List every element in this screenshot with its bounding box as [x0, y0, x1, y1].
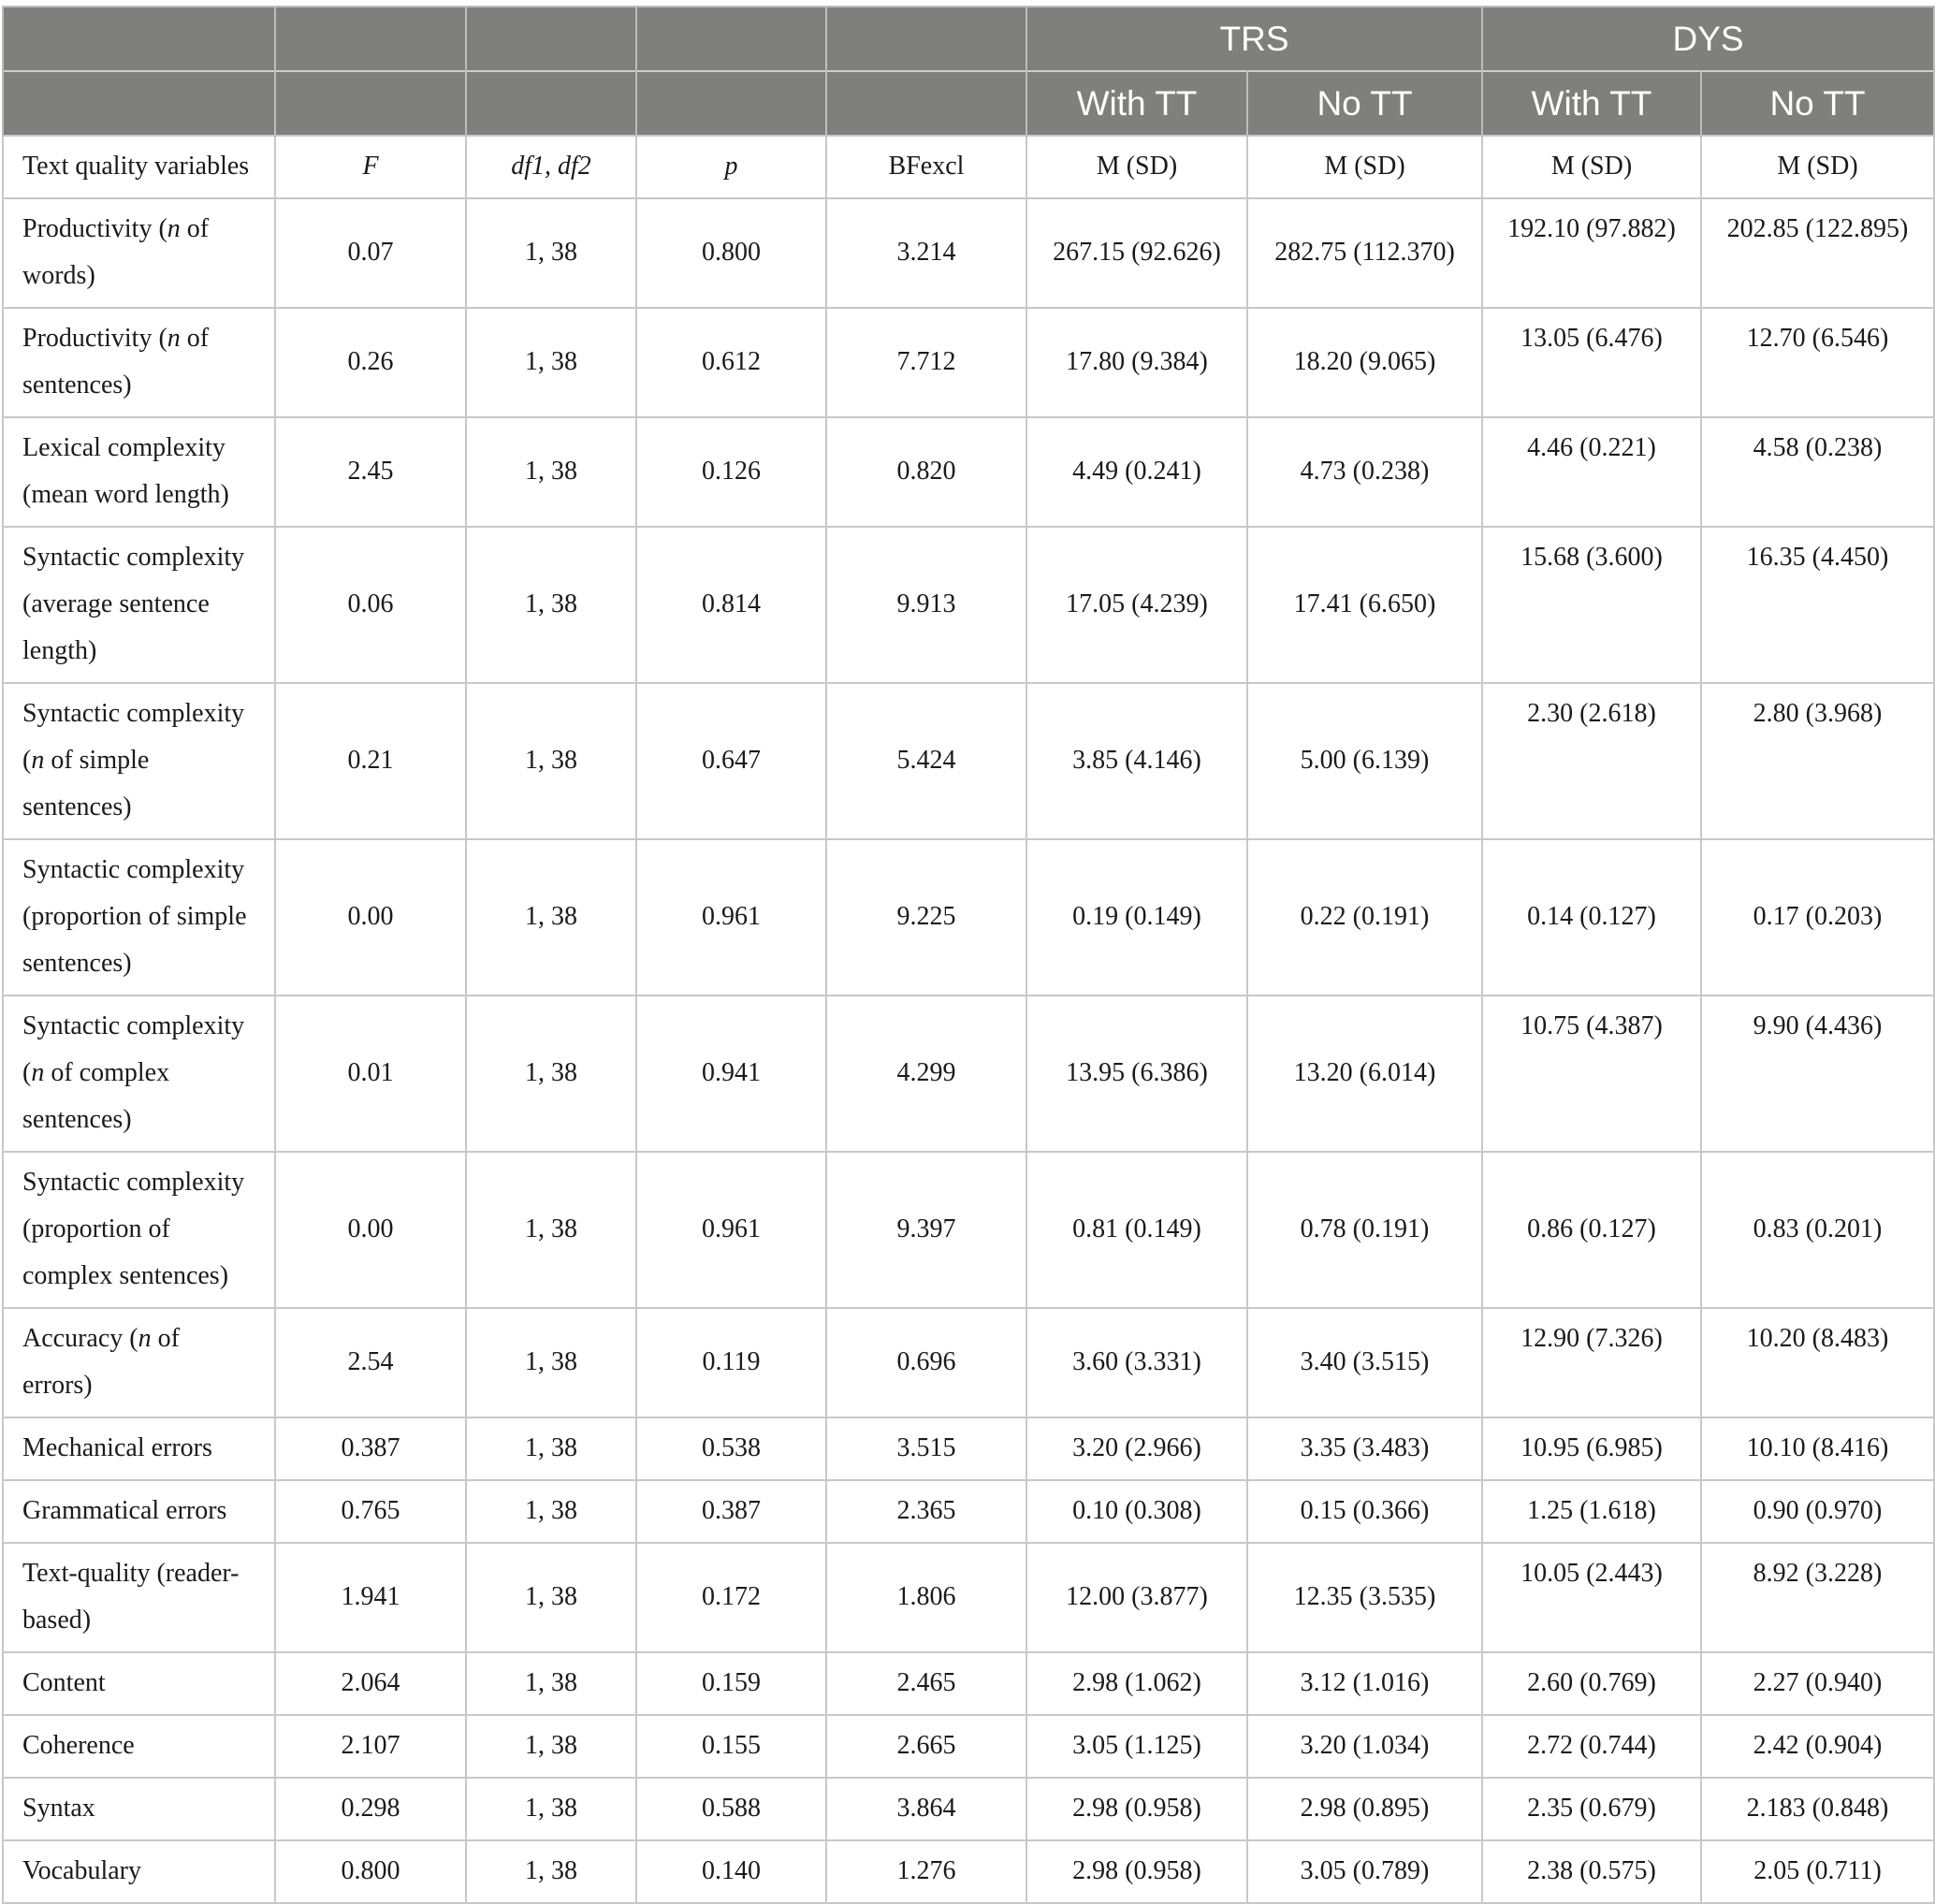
cell-dys-with: 192.10 (97.882): [1482, 198, 1701, 308]
cell-bf: 5.424: [826, 683, 1026, 839]
cell-bf: 2.365: [826, 1480, 1026, 1543]
cell-dys-with: 2.38 (0.575): [1482, 1840, 1701, 1903]
cell-p: 0.612: [636, 308, 826, 417]
table-row: [3, 683, 1934, 839]
cell-dys-with: 4.46 (0.221): [1482, 417, 1701, 527]
cell-df: 1, 38: [466, 1778, 636, 1840]
cell-df: 1, 38: [466, 417, 636, 527]
group-header-dys: DYS: [1482, 7, 1934, 71]
cell-bf: 2.665: [826, 1715, 1026, 1778]
cell-df: 1, 38: [466, 1840, 636, 1903]
table-row: [3, 1652, 1934, 1715]
cell-trs-no: 0.15 (0.366): [1247, 1480, 1482, 1543]
cell-dys-no: 16.35 (4.450): [1701, 527, 1934, 683]
cell-p: 0.800: [636, 198, 826, 308]
cell-f: 2.54: [275, 1308, 466, 1417]
cell-df: 1, 38: [466, 198, 636, 308]
cell-bf: 3.515: [826, 1417, 1026, 1480]
col-header-trs-no-msd: M (SD): [1247, 136, 1482, 198]
cell-dys-with: 10.95 (6.985): [1482, 1417, 1701, 1480]
col-header-f: F: [275, 136, 466, 198]
column-header-row: [3, 136, 1934, 198]
cell-bf: 9.225: [826, 839, 1026, 996]
cell-dys-no: 9.90 (4.436): [1701, 996, 1934, 1152]
group-header-trs: TRS: [1026, 7, 1482, 71]
cell-trs-with: 13.95 (6.386): [1026, 996, 1247, 1152]
cell-dys-no: 0.17 (0.203): [1701, 839, 1934, 996]
row-label: Syntactic complexity (n of simple sentences): [3, 683, 275, 839]
cell-dys-no: 2.42 (0.904): [1701, 1715, 1934, 1778]
cell-dys-with: 2.60 (0.769): [1482, 1652, 1701, 1715]
row-label: Syntactic complexity (proportion of simple sentences): [3, 839, 275, 996]
cell-trs-no: 17.41 (6.650): [1247, 527, 1482, 683]
cell-p: 0.941: [636, 996, 826, 1152]
cell-trs-with: 0.19 (0.149): [1026, 839, 1247, 996]
cell-p: 0.159: [636, 1652, 826, 1715]
cell-dys-with: 0.14 (0.127): [1482, 839, 1701, 996]
cell-df: 1, 38: [466, 996, 636, 1152]
cell-p: 0.126: [636, 417, 826, 527]
cell-p: 0.172: [636, 1543, 826, 1652]
cell-df: 1, 38: [466, 1417, 636, 1480]
cell-df: 1, 38: [466, 1652, 636, 1715]
cell-df: 1, 38: [466, 1308, 636, 1417]
cell-trs-with: 3.20 (2.966): [1026, 1417, 1247, 1480]
cell-dys-no: 2.80 (3.968): [1701, 683, 1934, 839]
subheader-dys-no-tt: No TT: [1701, 71, 1934, 136]
row-label: Syntax: [3, 1778, 275, 1840]
cell-trs-no: 3.05 (0.789): [1247, 1840, 1482, 1903]
subgroup-header-row: [3, 71, 1934, 136]
table-row: [3, 1778, 1934, 1840]
cell-f: 0.21: [275, 683, 466, 839]
cell-dys-with: 2.35 (0.679): [1482, 1778, 1701, 1840]
cell-p: 0.647: [636, 683, 826, 839]
cell-trs-with: 267.15 (92.626): [1026, 198, 1247, 308]
cell-p: 0.961: [636, 839, 826, 996]
table-row: [3, 1840, 1934, 1903]
col-header-bf: BFexcl: [826, 136, 1026, 198]
col-header-dys-with-msd: M (SD): [1482, 136, 1701, 198]
cell-f: 1.941: [275, 1543, 466, 1652]
cell-trs-with: 3.05 (1.125): [1026, 1715, 1247, 1778]
cell-f: 0.765: [275, 1480, 466, 1543]
row-label: Lexical complexity (mean word length): [3, 417, 275, 527]
table-row: [3, 1715, 1934, 1778]
cell-df: 1, 38: [466, 1152, 636, 1308]
subheader-trs-no-tt: No TT: [1247, 71, 1482, 136]
cell-f: 0.298: [275, 1778, 466, 1840]
cell-trs-with: 17.05 (4.239): [1026, 527, 1247, 683]
cell-f: 0.01: [275, 996, 466, 1152]
cell-dys-no: 0.90 (0.970): [1701, 1480, 1934, 1543]
cell-f: 0.387: [275, 1417, 466, 1480]
cell-df: 1, 38: [466, 1715, 636, 1778]
table-row: [3, 1543, 1934, 1652]
table-row: [3, 1480, 1934, 1543]
cell-dys-no: 202.85 (122.895): [1701, 198, 1934, 308]
cell-df: 1, 38: [466, 1543, 636, 1652]
cell-bf: 0.696: [826, 1308, 1026, 1417]
cell-f: 0.00: [275, 839, 466, 996]
cell-bf: 3.864: [826, 1778, 1026, 1840]
cell-bf: 0.820: [826, 417, 1026, 527]
cell-bf: 9.397: [826, 1152, 1026, 1308]
cell-trs-no: 0.78 (0.191): [1247, 1152, 1482, 1308]
cell-trs-no: 3.40 (3.515): [1247, 1308, 1482, 1417]
cell-bf: 3.214: [826, 198, 1026, 308]
cell-dys-with: 10.75 (4.387): [1482, 996, 1701, 1152]
cell-bf: 2.465: [826, 1652, 1026, 1715]
cell-f: 0.00: [275, 1152, 466, 1308]
table-row: [3, 308, 1934, 417]
cell-trs-with: 4.49 (0.241): [1026, 417, 1247, 527]
cell-trs-no: 3.20 (1.034): [1247, 1715, 1482, 1778]
cell-dys-with: 13.05 (6.476): [1482, 308, 1701, 417]
cell-p: 0.961: [636, 1152, 826, 1308]
row-label: Syntactic complexity (n of complex sentences): [3, 996, 275, 1152]
cell-dys-with: 2.72 (0.744): [1482, 1715, 1701, 1778]
cell-p: 0.387: [636, 1480, 826, 1543]
cell-dys-with: 15.68 (3.600): [1482, 527, 1701, 683]
cell-trs-no: 18.20 (9.065): [1247, 308, 1482, 417]
cell-p: 0.140: [636, 1840, 826, 1903]
row-label: Mechanical errors: [3, 1417, 275, 1480]
cell-f: 0.26: [275, 308, 466, 417]
cell-dys-with: 2.30 (2.618): [1482, 683, 1701, 839]
cell-trs-no: 4.73 (0.238): [1247, 417, 1482, 527]
cell-trs-with: 3.85 (4.146): [1026, 683, 1247, 839]
cell-f: 0.800: [275, 1840, 466, 1903]
cell-df: 1, 38: [466, 527, 636, 683]
cell-dys-no: 2.183 (0.848): [1701, 1778, 1934, 1840]
cell-df: 1, 38: [466, 308, 636, 417]
table-row: [3, 996, 1934, 1152]
cell-trs-no: 3.35 (3.483): [1247, 1417, 1482, 1480]
cell-trs-with: 12.00 (3.877): [1026, 1543, 1247, 1652]
cell-dys-no: 12.70 (6.546): [1701, 308, 1934, 417]
cell-p: 0.538: [636, 1417, 826, 1480]
cell-bf: 1.276: [826, 1840, 1026, 1903]
cell-p: 0.119: [636, 1308, 826, 1417]
row-label: Accuracy (n of errors): [3, 1308, 275, 1417]
col-header-dys-no-msd: M (SD): [1701, 136, 1934, 198]
cell-dys-no: 10.10 (8.416): [1701, 1417, 1934, 1480]
cell-trs-with: 0.10 (0.308): [1026, 1480, 1247, 1543]
row-label: Vocabulary: [3, 1840, 275, 1903]
cell-trs-with: 0.81 (0.149): [1026, 1152, 1247, 1308]
cell-trs-no: 5.00 (6.139): [1247, 683, 1482, 839]
cell-trs-no: 0.22 (0.191): [1247, 839, 1482, 996]
cell-f: 0.06: [275, 527, 466, 683]
table-row: [3, 839, 1934, 996]
cell-df: 1, 38: [466, 1480, 636, 1543]
cell-trs-with: 3.60 (3.331): [1026, 1308, 1247, 1417]
row-label: Syntactic complexity (average sentence length): [3, 527, 275, 683]
row-label: Productivity (n of sentences): [3, 308, 275, 417]
group-header-row: [3, 7, 1934, 71]
row-label: Coherence: [3, 1715, 275, 1778]
cell-dys-no: 2.27 (0.940): [1701, 1652, 1934, 1715]
cell-dys-no: 4.58 (0.238): [1701, 417, 1934, 527]
table-row: [3, 1417, 1934, 1480]
cell-dys-no: 2.05 (0.711): [1701, 1840, 1934, 1903]
subheader-dys-with-tt: With TT: [1482, 71, 1701, 136]
cell-trs-no: 282.75 (112.370): [1247, 198, 1482, 308]
cell-dys-with: 0.86 (0.127): [1482, 1152, 1701, 1308]
cell-trs-with: 2.98 (0.958): [1026, 1778, 1247, 1840]
table-row: [3, 198, 1934, 308]
cell-trs-with: 17.80 (9.384): [1026, 308, 1247, 417]
cell-dys-with: 10.05 (2.443): [1482, 1543, 1701, 1652]
cell-p: 0.155: [636, 1715, 826, 1778]
cell-p: 0.588: [636, 1778, 826, 1840]
subheader-trs-with-tt: With TT: [1026, 71, 1247, 136]
row-label: Text-quality (reader-based): [3, 1543, 275, 1652]
row-label: Syntactic complexity (proportion of complex sentences): [3, 1152, 275, 1308]
cell-f: 0.07: [275, 198, 466, 308]
cell-df: 1, 38: [466, 683, 636, 839]
table-row: [3, 527, 1934, 683]
cell-trs-with: 2.98 (0.958): [1026, 1840, 1247, 1903]
cell-trs-no: 13.20 (6.014): [1247, 996, 1482, 1152]
cell-bf: 4.299: [826, 996, 1026, 1152]
cell-trs-with: 2.98 (1.062): [1026, 1652, 1247, 1715]
cell-trs-no: 3.12 (1.016): [1247, 1652, 1482, 1715]
cell-df: 1, 38: [466, 839, 636, 996]
col-header-trs-with-msd: M (SD): [1026, 136, 1247, 198]
col-header-variable: Text quality variables: [3, 136, 275, 198]
table-row: [3, 417, 1934, 527]
cell-trs-no: 2.98 (0.895): [1247, 1778, 1482, 1840]
cell-bf: 9.913: [826, 527, 1026, 683]
col-header-df: df1, df2: [466, 136, 636, 198]
cell-dys-no: 8.92 (3.228): [1701, 1543, 1934, 1652]
table-row: [3, 1308, 1934, 1417]
cell-bf: 7.712: [826, 308, 1026, 417]
results-table: [2, 6, 1935, 1904]
row-label: Content: [3, 1652, 275, 1715]
cell-f: 2.064: [275, 1652, 466, 1715]
cell-bf: 1.806: [826, 1543, 1026, 1652]
cell-dys-no: 10.20 (8.483): [1701, 1308, 1934, 1417]
row-label: Productivity (n of words): [3, 198, 275, 308]
table-row: [3, 1152, 1934, 1308]
cell-f: 2.107: [275, 1715, 466, 1778]
cell-dys-no: 0.83 (0.201): [1701, 1152, 1934, 1308]
col-header-p: p: [636, 136, 826, 198]
cell-p: 0.814: [636, 527, 826, 683]
row-label: Grammatical errors: [3, 1480, 275, 1543]
cell-dys-with: 1.25 (1.618): [1482, 1480, 1701, 1543]
cell-trs-no: 12.35 (3.535): [1247, 1543, 1482, 1652]
cell-dys-with: 12.90 (7.326): [1482, 1308, 1701, 1417]
cell-f: 2.45: [275, 417, 466, 527]
